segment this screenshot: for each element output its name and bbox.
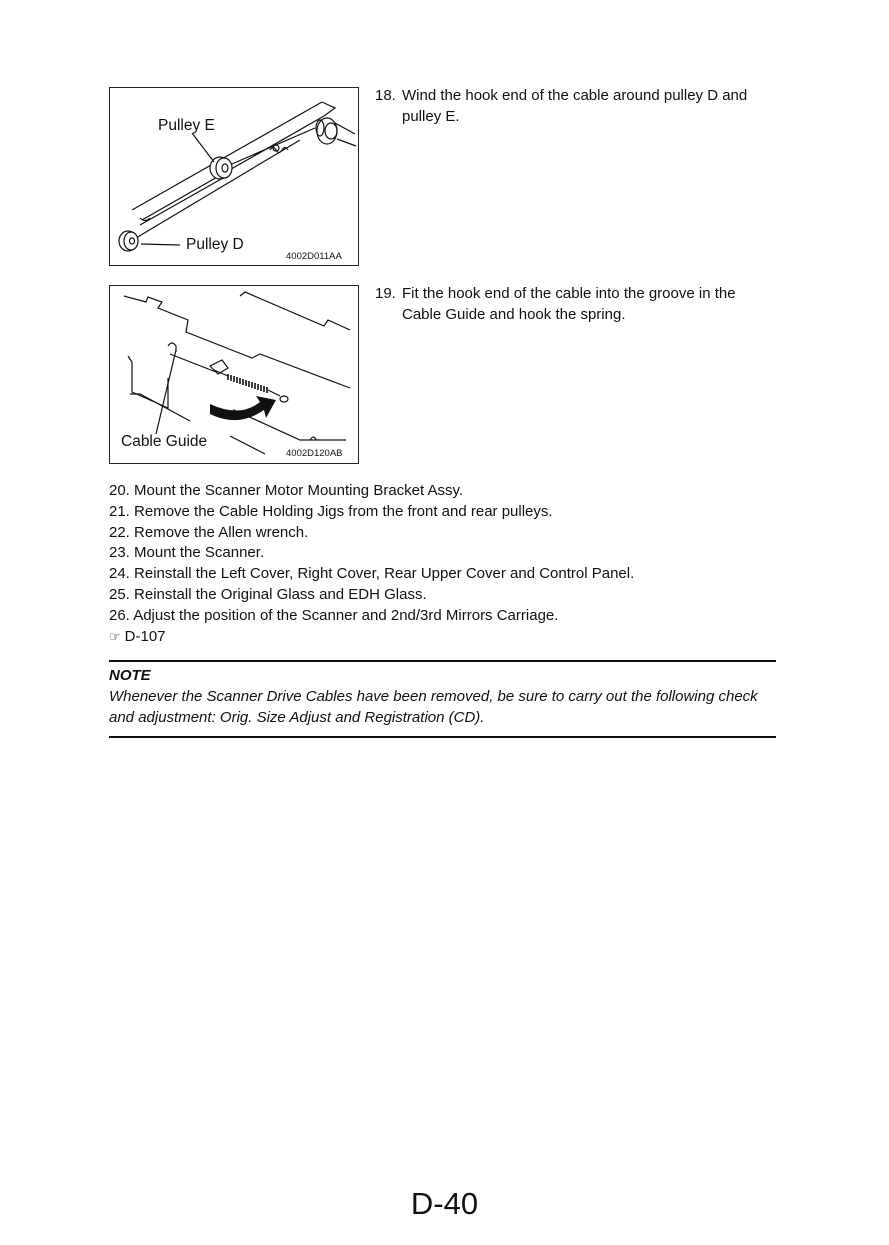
figure-code: 4002D011AA bbox=[286, 251, 342, 262]
step-20: 20. Mount the Scanner Motor Mounting Bracket Assy. bbox=[109, 482, 464, 499]
step-23: 23. Mount the Scanner. bbox=[109, 544, 265, 562]
label-cable-guide: Cable Guide bbox=[121, 433, 208, 450]
step-21: 21. Remove the Cable Holding Jigs from the front and rear pulleys. bbox=[109, 502, 553, 520]
step-24: 24. Reinstall the Left Cover, Right Cover, Rear Upper Cover and Control Panel. bbox=[109, 565, 635, 583]
step-number: 18. bbox=[375, 87, 396, 104]
label-pulley-d: Pulley D bbox=[186, 236, 244, 253]
note-top-rule bbox=[109, 660, 776, 662]
pointing-hand-icon: ☞ bbox=[109, 628, 121, 644]
step-26: 26. Adjust the position of the Scanner and 2nd/3rd Mirrors Carriage. bbox=[109, 606, 559, 624]
step-22: 22. Remove the Allen wrench. bbox=[109, 523, 309, 541]
figure-code: 4002D120AB bbox=[286, 448, 343, 459]
figure-pulley-cable bbox=[109, 87, 359, 266]
note-text: Whenever the Scanner Drive Cables have been removed, be sure to carry out the following check and adjustment: Orig. Size Adjust and Registration (CD). bbox=[109, 688, 758, 726]
reference-text: D-107 bbox=[124, 627, 166, 645]
page-number: D-40 bbox=[410, 1186, 479, 1221]
step-text: Wind the hook end of the cable around pulley D and pulley E. bbox=[402, 87, 748, 125]
note-bottom-rule bbox=[109, 736, 776, 738]
step-list bbox=[109, 481, 789, 647]
step-text: Fit the hook end of the cable into the groove in the Cable Guide and hook the spring. bbox=[402, 285, 736, 323]
label-pulley-e: Pulley E bbox=[158, 117, 215, 134]
step-19 bbox=[375, 283, 775, 325]
step-18 bbox=[375, 85, 770, 127]
page-reference[interactable] bbox=[109, 627, 789, 648]
note-title: NOTE bbox=[109, 667, 151, 684]
step-25: 25. Reinstall the Original Glass and EDH Glass. bbox=[109, 585, 427, 603]
figure-cable-guide bbox=[109, 285, 359, 464]
step-number: 19. bbox=[375, 285, 396, 302]
